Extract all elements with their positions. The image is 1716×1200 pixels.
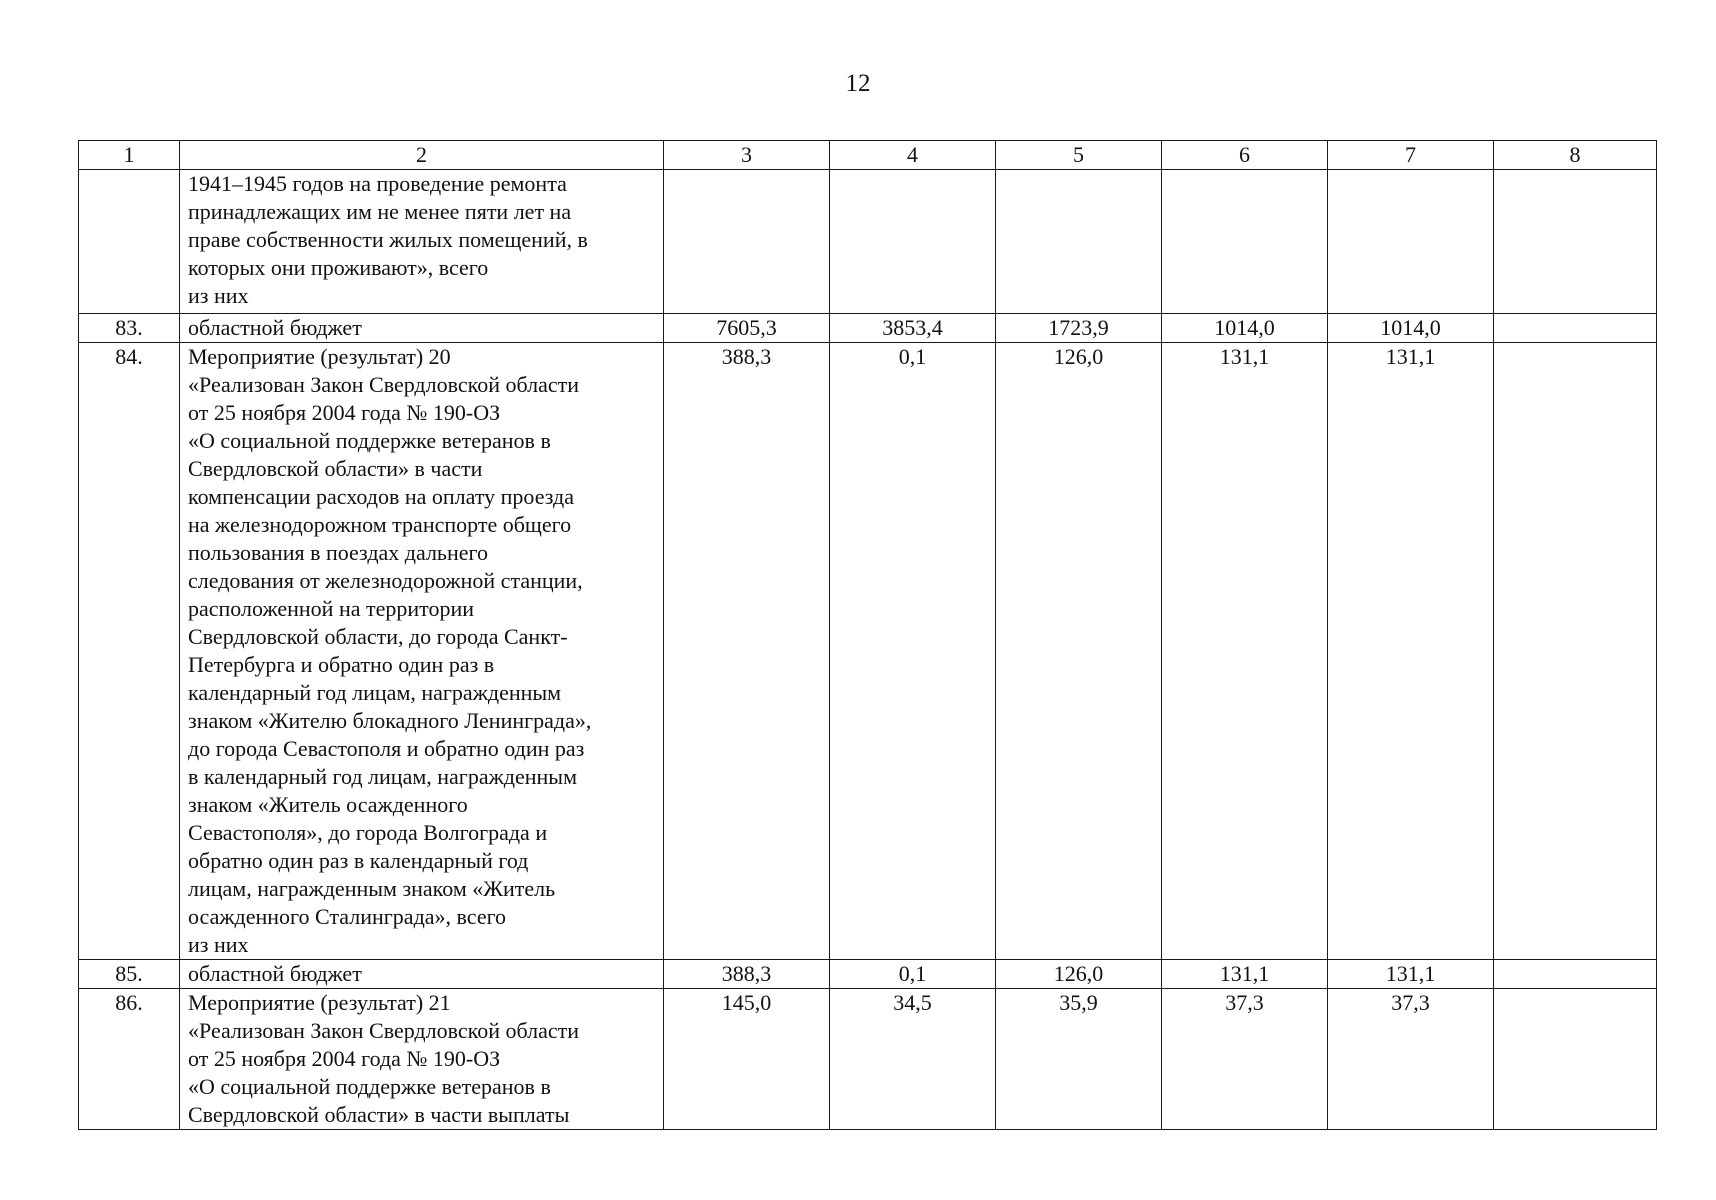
value-col-7: 131,1 [1328, 960, 1494, 989]
row-description: областной бюджет [180, 960, 664, 989]
value-col-5: 126,0 [996, 960, 1162, 989]
value-col-7: 131,1 [1328, 343, 1494, 960]
row-description: областной бюджет [180, 314, 664, 343]
value-col-3 [664, 170, 830, 314]
table-row [79, 989, 1657, 1130]
value-col-7 [1328, 170, 1494, 314]
value-col-8 [1494, 170, 1657, 314]
row-description: Мероприятие (результат) 20 «Реализован Закон Свердловской области от 25 ноября 2004 года № 190-ОЗ «О социальной поддержке ветеранов в Свердловской области» в части компенсации расходов на оплату проезда на железнодорожном транспорте общего пользования в поездах дальнего следования от железнодорожной станции, расположенной на территории Свердловской области, до города Санкт- Петербурга и обратно один раз в календарный год лицам, награжденным знаком «Жителю блокадного Ленинграда», до города Севастополя и обратно один раз в календарный год лицам, награжденным знаком «Житель осажденного Севастополя», до города Волгограда и обратно один раз в календарный год лицам, награжденным знаком «Житель осажденного Сталинграда», всего из них [180, 343, 664, 960]
value-col-6: 1014,0 [1162, 314, 1328, 343]
value-col-4: 34,5 [830, 989, 996, 1130]
row-description: Мероприятие (результат) 21 «Реализован Закон Свердловской области от 25 ноября 2004 года № 190-ОЗ «О социальной поддержке ветеранов в Свердловской области» в части выплаты [180, 989, 664, 1130]
table-row [79, 960, 1657, 989]
value-col-8 [1494, 314, 1657, 343]
value-col-3: 145,0 [664, 989, 830, 1130]
column-header-5: 5 [996, 141, 1162, 170]
column-header-6: 6 [1162, 141, 1328, 170]
value-col-8 [1494, 960, 1657, 989]
value-col-5: 1723,9 [996, 314, 1162, 343]
table-row [79, 170, 1657, 314]
value-col-6: 37,3 [1162, 989, 1328, 1130]
value-col-4: 0,1 [830, 343, 996, 960]
column-header-4: 4 [830, 141, 996, 170]
value-col-5: 35,9 [996, 989, 1162, 1130]
row-number [79, 170, 180, 314]
value-col-4: 3853,4 [830, 314, 996, 343]
value-col-5 [996, 170, 1162, 314]
row-number: 86. [79, 989, 180, 1130]
table-row [79, 343, 1657, 960]
value-col-7: 1014,0 [1328, 314, 1494, 343]
row-number: 83. [79, 314, 180, 343]
value-col-6 [1162, 170, 1328, 314]
page-number: 12 [845, 70, 871, 97]
row-number: 85. [79, 960, 180, 989]
value-col-7: 37,3 [1328, 989, 1494, 1130]
budget-table [78, 140, 1657, 1130]
table-row [79, 314, 1657, 343]
value-col-8 [1494, 989, 1657, 1130]
value-col-6: 131,1 [1162, 343, 1328, 960]
row-description: 1941–1945 годов на проведение ремонта принадлежащих им не менее пяти лет на праве собственности жилых помещений, в которых они проживают», всего из них [180, 170, 664, 314]
column-header-8: 8 [1494, 141, 1657, 170]
column-header-2: 2 [180, 141, 664, 170]
row-number: 84. [79, 343, 180, 960]
column-header-1: 1 [79, 141, 180, 170]
value-col-6: 131,1 [1162, 960, 1328, 989]
value-col-3: 388,3 [664, 343, 830, 960]
column-header-3: 3 [664, 141, 830, 170]
value-col-5: 126,0 [996, 343, 1162, 960]
value-col-3: 388,3 [664, 960, 830, 989]
value-col-4 [830, 170, 996, 314]
value-col-8 [1494, 343, 1657, 960]
value-col-3: 7605,3 [664, 314, 830, 343]
column-header-7: 7 [1328, 141, 1494, 170]
header-row [79, 141, 1657, 170]
value-col-4: 0,1 [830, 960, 996, 989]
